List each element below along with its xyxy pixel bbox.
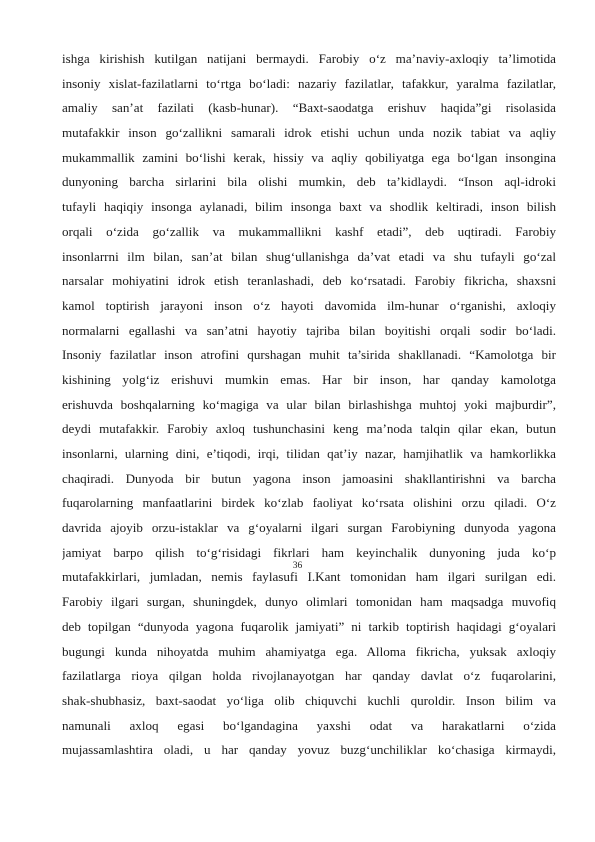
text-line: normalarni egallashi va san’atni hayotiy tajriba bilan boyitishi orqali sodir bo‘ladi. (62, 322, 556, 338)
text-line: namunali axloq egasi bo‘lgandagina yaxshi odat va harakatlarni o‘zida (62, 717, 556, 733)
text-line: deydi mutafakkir. Farobiy axloq tushunchasini keng ma’noda talqin qilar ekan, butun (62, 421, 556, 437)
text-line: tufayli haqiqiy insonga aylanadi, bilim insonga baxt va shodlik keltiradi, inson bilish (62, 199, 556, 215)
text-line: orqali o‘zida go‘zallik va mukammallikni kashf etadi”, deb uqtiradi. Farobiy (62, 223, 556, 239)
text-line: shak-shubhasiz, baxt-saodat yo‘liga olib chiquvchi kuchli quroldir. Inson bilim va (62, 692, 556, 708)
text-line: amaliy san’at fazilati (kasb-hunar). “Baxt-saodatga erishuv haqida”gi risolasida (62, 100, 556, 116)
text-line: dunyoning barcha sirlarini bila olishi mumkin, deb ta’kidlaydi. “Inson aql-idroki (62, 174, 556, 190)
text-line: mutafakkirlari, jumladan, nemis faylasufi I.Kant tomonidan ham ilgari surilgan edi. (62, 569, 556, 585)
text-line: chaqiradi. Dunyoda bir butun yagona inson jamoasini shakllantirishni va barcha (62, 470, 556, 486)
text-line: Insoniy fazilatlar inson atrofini qurshagan muhit ta’sirida shakllanadi. “Kamolotga bir (62, 347, 556, 363)
text-line: insoniy xislat-fazilatlarni to‘rtga bo‘ladi: nazariy fazilatlar, tafakkur, yaralma fazilatlar, (62, 75, 556, 91)
text-line: kishining yolg‘iz erishuvi mumkin emas. Har bir inson, har qanday kamolotga (62, 371, 556, 387)
text-line: fuqarolarning manfaatlarini birdek ko‘zlab faoliyat ko‘rsata olishini orzu qiladi. O‘z (62, 495, 556, 511)
text-line: insonlarni, ularning dini, e’tiqodi, irqi, tilidan qat’iy nazar, hamjihatlik va hamkorlikka (62, 446, 556, 461)
text-line: fazilatlarga rioya qilgan holda rivojlanayotgan har qanday davlat o‘z fuqarolarini, (62, 668, 556, 684)
text-line: mukammallik zamini bo‘lishi kerak, hissiy va aqliy qobiliyatga ega bo‘lgan insongina (62, 149, 556, 165)
text-line: ishga kirishish kutilgan natijani bermaydi. Farobiy o‘z ma’naviy-axloqiy ta’limotida (62, 51, 556, 66)
text-line: insonlarrni ilm bilan, san’at bilan shug‘ullanishga da’vat etadi va shu tufayli go‘zal (62, 248, 556, 264)
body-text (62, 47, 556, 763)
text-line: mujassamlashtira oladi, u har qanday yovuz buzg‘unchiliklar ko‘chasiga kirmaydi, (62, 742, 556, 758)
text-line: mutafakkir inson go‘zallikni samarali idrok etishi uchun unda nozik tabiat va aqliy (62, 125, 556, 141)
text-line: erishuvda boshqalarning ko‘magiga va ular bilan birlashishga muhtoj yoki majburdir”, (62, 396, 556, 412)
text-line: davrida ajoyib orzu-istaklar va g‘oyalarni ilgari surgan Farobiyning dunyoda yagona (62, 520, 556, 536)
page-number: 36 (292, 561, 303, 571)
text-line: deb topilgan “dunyoda yagona fuqarolik jamiyati” ni tarkib toptirish haqidagi g‘oyalari (62, 618, 556, 634)
text-line: jamiyat barpo qilish to‘g‘risidagi fikrlari ham keyinchalik dunyoning juda ko‘p (62, 544, 556, 560)
text-line: narsalar mohiyatini idrok etish teranlashadi, deb ko‘rsatadi. Farobiy fikricha, shaxsni (62, 273, 556, 289)
text-line: kamol toptirish jarayoni inson o‘z hayoti davomida ilm-hunar o‘rganishi, axloqiy (62, 297, 556, 313)
text-line: Farobiy ilgari surgan, shuningdek, dunyo olimlari tomonidan ham maqsadga muvofiq (62, 594, 556, 610)
text-line: bugungi kunda nihoyatda muhim ahamiyatga ega. Alloma fikricha, yuksak axloqiy (62, 643, 556, 659)
